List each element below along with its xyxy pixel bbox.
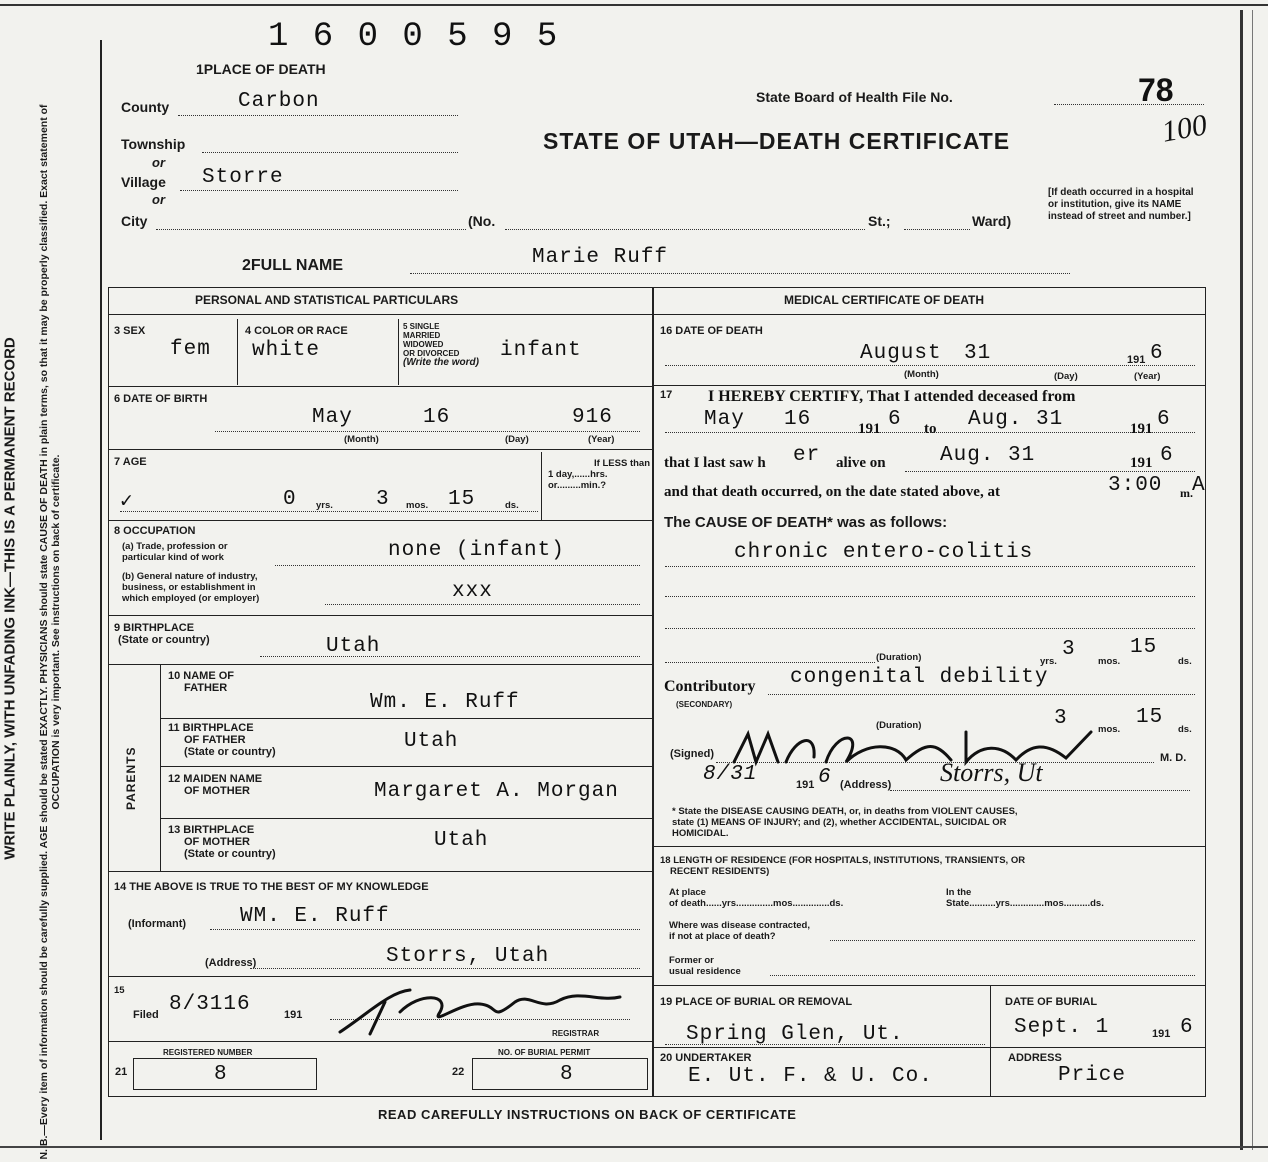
row-line-8 xyxy=(160,818,652,819)
in-state-2: State..........yrs.............mos..........ds. xyxy=(946,898,1104,909)
md-label: M. D. xyxy=(1160,752,1187,764)
or-label-1: or xyxy=(152,155,165,170)
num-17: 17 xyxy=(660,389,673,401)
attended-to-year[interactable]: 6 xyxy=(1157,408,1171,431)
file-handwritten-mark: 100 xyxy=(1159,108,1210,149)
row-line-6 xyxy=(160,718,652,719)
to-label: to xyxy=(924,421,937,437)
last-saw-text: that I last saw h xyxy=(664,455,766,471)
personal-heading: PERSONAL AND STATISTICAL PARTICULARS xyxy=(195,293,459,307)
margin-instructions xyxy=(38,62,62,1162)
time-suffix: m. xyxy=(1180,486,1193,500)
marital-divorced: OR DIVORCED xyxy=(403,349,460,358)
sex-divider xyxy=(237,319,238,385)
full-name-label: 2FULL NAME xyxy=(242,257,344,274)
registrar-label: REGISTRAR xyxy=(552,1029,600,1038)
cause-label: The CAUSE OF DEATH* was as follows: xyxy=(664,514,948,531)
age-days-value[interactable]: 15 xyxy=(448,488,476,511)
informant-line xyxy=(210,929,640,930)
burial-year-prefix: 191 xyxy=(1152,1028,1171,1040)
contracted-line xyxy=(830,940,1195,941)
sex-label: 3 SEX xyxy=(114,325,146,337)
medical-heading-line xyxy=(652,314,1205,315)
cause-line-2 xyxy=(665,596,1195,597)
duration-ds-caption: ds. xyxy=(1178,656,1192,667)
occ-b-line3: which employed (or employer) xyxy=(122,593,260,604)
residence-label xyxy=(660,855,1025,877)
time-meridiem[interactable]: A xyxy=(1192,474,1206,497)
marital-label xyxy=(403,322,479,367)
city-line xyxy=(156,229,466,230)
township-line xyxy=(202,152,458,153)
township-label: Township xyxy=(121,136,186,152)
signed-date[interactable]: 8/31 xyxy=(703,763,758,786)
row-line-3 xyxy=(108,520,652,521)
signed-year[interactable]: 6 xyxy=(818,766,832,789)
note-line-2: state (1) MEANS OF INJURY; and (2), whether ACCIDENTAL, SUICIDAL OR xyxy=(672,817,1007,828)
age-label: 7 AGE xyxy=(114,456,147,468)
father-birthplace-label xyxy=(168,722,276,758)
undertaker-value[interactable]: E. Ut. F. & U. Co. xyxy=(688,1065,933,1088)
no-label: (No. xyxy=(468,213,496,229)
duration-mos-caption-2: mos. xyxy=(1098,724,1121,735)
signed-address-label: (Address) xyxy=(840,779,892,791)
certificate-title: STATE OF UTAH—DEATH CERTIFICATE xyxy=(543,128,1011,154)
dob-month[interactable]: May xyxy=(312,406,353,429)
birthplace-sub: (State or country) xyxy=(118,634,210,646)
top-edge xyxy=(0,4,1268,6)
duration-line xyxy=(665,662,875,663)
place-of-death-heading: 1PLACE OF DEATH xyxy=(196,61,326,77)
reg-number-value[interactable]: 8 xyxy=(214,1063,228,1086)
dod-year-prefix: 191 xyxy=(1127,354,1146,366)
at-place-label xyxy=(669,887,843,909)
undertaker-address-label: ADDRESS xyxy=(1008,1052,1062,1064)
contributory-line xyxy=(768,694,1195,695)
mother-label-2: OF MOTHER xyxy=(184,785,250,797)
duration-months-2[interactable]: 3 xyxy=(1054,707,1068,730)
filed-year: 191 xyxy=(284,1009,303,1021)
med-row-line-3 xyxy=(652,985,1205,986)
city-label: City xyxy=(121,213,148,229)
last-saw-year-prefix: 191 xyxy=(1130,455,1153,471)
burial-permit-value[interactable]: 8 xyxy=(560,1063,574,1086)
mother-birthplace-label xyxy=(168,824,276,860)
informant-address-value[interactable]: Storrs, Utah xyxy=(386,945,550,968)
father-value[interactable]: Wm. E. Ruff xyxy=(370,691,520,714)
cause-line-3 xyxy=(665,628,1195,629)
occ-b-line1: (b) General nature of industry, xyxy=(122,571,258,582)
father-label-1: 10 NAME OF xyxy=(168,670,235,682)
row-line-5 xyxy=(108,664,652,665)
grid-right-line xyxy=(1205,287,1206,1097)
fbirth-label-1: 11 BIRTHPLACE xyxy=(168,722,254,734)
ward-line xyxy=(904,229,970,230)
age-divider xyxy=(541,452,542,520)
marital-widowed: WIDOWED xyxy=(403,340,444,349)
row-line-2 xyxy=(108,449,652,450)
row-line-9 xyxy=(108,871,652,872)
marital-married: MARRIED xyxy=(403,331,441,340)
filed-number: 15 xyxy=(114,985,125,996)
age-yrs-caption: yrs. xyxy=(316,500,333,511)
grid-top-line xyxy=(108,287,1206,288)
reg-number-label: REGISTERED NUMBER xyxy=(163,1048,253,1057)
birthplace-line xyxy=(260,656,640,657)
dod-line xyxy=(665,365,1195,366)
dob-year-caption: (Year) xyxy=(588,434,615,445)
occ-a-line1: (a) Trade, profession or xyxy=(122,541,228,552)
burial-place-label: 19 PLACE OF BURIAL OR REMOVAL xyxy=(660,996,853,1008)
row-line-4 xyxy=(108,615,652,616)
last-saw-year[interactable]: 6 xyxy=(1160,444,1174,467)
burial-year[interactable]: 6 xyxy=(1180,1016,1194,1039)
secondary-label: (SECONDARY) xyxy=(676,700,733,709)
row-line-1 xyxy=(108,386,652,387)
contracted-2: if not at place of death? xyxy=(669,931,776,942)
grid-center-line xyxy=(652,287,654,1097)
informant-heading: 14 THE ABOVE IS TRUE TO THE BEST OF MY KNOWLEDGE xyxy=(114,881,429,893)
duration-label-2: (Duration) xyxy=(876,720,922,731)
dod-month-caption: (Month) xyxy=(904,369,939,380)
occ-a-line2: particular kind of work xyxy=(122,552,224,563)
marital-single: 5 SINGLE xyxy=(403,322,440,331)
burial-place-line xyxy=(665,1044,985,1045)
fbirth-label-2: OF FATHER xyxy=(184,734,246,746)
residence-label-1: 18 LENGTH OF RESIDENCE (FOR HOSPITALS, INSTITUTIONS, TRANSIENTS, OR xyxy=(660,855,1026,866)
right-frame-line xyxy=(1240,10,1243,1150)
burial-place-value[interactable]: Spring Glen, Ut. xyxy=(686,1023,904,1046)
parents-label: PARENTS xyxy=(124,746,138,810)
father-label-2: FATHER xyxy=(184,682,228,694)
former-2: usual residence xyxy=(669,966,741,977)
bottom-edge xyxy=(0,1146,1268,1148)
mother-value[interactable]: Margaret A. Morgan xyxy=(374,780,619,803)
duration-mos-caption: mos. xyxy=(1098,656,1121,667)
med-row-line-2 xyxy=(652,846,1205,847)
burial-date-value[interactable]: Sept. 1 xyxy=(1014,1016,1110,1039)
former-residence-label xyxy=(669,955,741,977)
note-line-3: HOMICIDAL. xyxy=(672,828,729,839)
occupation-a-line xyxy=(275,565,640,566)
attended-from-month[interactable]: May xyxy=(704,408,745,431)
county-value[interactable]: Carbon xyxy=(238,90,320,113)
age-less-3: or.........min.? xyxy=(548,480,607,491)
reg-number-prefix: 21 xyxy=(115,1066,128,1078)
father-label xyxy=(168,670,234,694)
filed-label: Filed xyxy=(133,1009,159,1021)
age-less-2: 1 day,......hrs. xyxy=(548,469,608,480)
serial-number: 1 6 0 0 5 9 5 xyxy=(268,18,560,56)
age-months-value[interactable]: 3 xyxy=(376,488,390,511)
mother-birthplace-value[interactable]: Utah xyxy=(434,829,489,852)
note-line-1: * State the DISEASE CAUSING DEATH, or, in deaths from VIOLENT CAUSES, xyxy=(672,806,1018,817)
file-number-label: State Board of Health File No. xyxy=(756,89,953,105)
mbirth-label-1: 13 BIRTHPLACE xyxy=(168,824,255,836)
contracted-1: Where was disease contracted, xyxy=(669,920,810,931)
informant-value[interactable]: WM. E. Ruff xyxy=(240,905,390,928)
ward-label: Ward) xyxy=(972,213,1012,229)
st-label: St.; xyxy=(868,213,891,229)
footer-instructions: READ CAREFULLY INSTRUCTIONS ON BACK OF CERTIFICATE xyxy=(378,1107,797,1122)
signed-year-prefix: 191 xyxy=(796,779,815,791)
duration-months[interactable]: 3 xyxy=(1062,638,1076,661)
file-number-line xyxy=(1054,104,1204,105)
burial-divider xyxy=(990,985,991,1096)
dod-year-caption: (Year) xyxy=(1134,371,1161,382)
residence-label-2: RECENT RESIDENTS) xyxy=(670,866,770,877)
color-divider xyxy=(398,319,399,385)
occ-b-line2: business, or establishment in xyxy=(122,582,256,593)
alive-on-text: alive on xyxy=(836,455,886,471)
former-1: Former or xyxy=(669,955,714,966)
attended-to-date[interactable]: Aug. 31 xyxy=(968,408,1064,431)
duration-label: (Duration) xyxy=(876,652,922,663)
dod-label: 16 DATE OF DEATH xyxy=(660,325,763,337)
village-value[interactable]: Storre xyxy=(202,166,284,189)
informant-address-line xyxy=(250,968,640,969)
dod-day[interactable]: 31 xyxy=(964,342,992,365)
mother-label xyxy=(168,773,262,797)
age-years-value[interactable]: 0 xyxy=(283,488,297,511)
margin-permanent-record: WRITE PLAINLY, WITH UNFADING INK—THIS IS A PERMANENT RECORD xyxy=(1,337,19,860)
marital-value[interactable]: infant xyxy=(500,339,582,362)
duration-ds-caption-2: ds. xyxy=(1178,724,1192,735)
row-line-11 xyxy=(108,1041,652,1042)
dob-year[interactable]: 916 xyxy=(572,406,613,429)
birthplace-label: 9 BIRTHPLACE xyxy=(114,622,195,634)
cause-of-death[interactable]: chronic entero-colitis xyxy=(734,541,1034,564)
row-line-7 xyxy=(160,766,652,767)
dob-day-caption: (Day) xyxy=(505,434,529,445)
dod-day-caption: (Day) xyxy=(1054,371,1078,382)
contracted-label xyxy=(669,920,810,942)
informant-label: (Informant) xyxy=(128,918,187,930)
county-label: County xyxy=(121,99,170,115)
full-name-line xyxy=(410,273,1070,274)
mother-label-1: 12 MAIDEN NAME xyxy=(168,773,263,785)
row-line-10 xyxy=(108,976,652,977)
physician-signature xyxy=(726,722,1106,780)
sex-value[interactable]: fem xyxy=(170,338,211,361)
medical-heading: MEDICAL CERTIFICATE OF DEATH xyxy=(784,293,984,307)
signed-label: (Signed) xyxy=(670,748,714,760)
or-label-2: or xyxy=(152,192,165,207)
informant-address-label: (Address) xyxy=(205,957,257,969)
cause-line-1 xyxy=(665,566,1195,567)
med-row-line-1 xyxy=(652,385,1205,386)
dod-month[interactable]: August xyxy=(860,342,942,365)
in-state-1: In the xyxy=(946,887,972,898)
at-place-2: of death......yrs..............mos..............ds. xyxy=(669,898,844,909)
burial-permit-prefix: 22 xyxy=(452,1066,465,1078)
med-row-line-4 xyxy=(652,1047,1205,1048)
from-year-prefix: 191 xyxy=(858,421,881,437)
burial-date-label: DATE OF BURIAL xyxy=(1005,996,1098,1008)
mbirth-label-3: (State or country) xyxy=(184,848,276,860)
duration-days[interactable]: 15 xyxy=(1130,636,1158,659)
margin-instructions-text: N. B.—Every item of information should be carefully supplied. AGE should be stated EXACTLY. PHYSICIANS should state CAUSE OF DEATH in plain terms, so that it may be properly classified. Exact statement of OCCUPATION is very important. See instructions on back of certificate. xyxy=(38,104,62,1160)
age-less-label xyxy=(548,458,650,491)
violent-causes-note xyxy=(672,806,1202,839)
dob-label: 6 DATE OF BIRTH xyxy=(114,393,208,405)
occupation-label: 8 OCCUPATION xyxy=(114,525,196,537)
dob-month-caption: (Month) xyxy=(344,434,379,445)
attended-from-day[interactable]: 16 xyxy=(784,408,812,431)
personal-heading-line xyxy=(108,314,652,315)
to-year-prefix: 191 xyxy=(1130,421,1153,437)
last-saw-pronoun[interactable]: er xyxy=(793,444,821,467)
color-label: 4 COLOR OR RACE xyxy=(245,325,348,337)
father-birthplace-value[interactable]: Utah xyxy=(404,730,459,753)
age-line xyxy=(120,511,538,512)
fbirth-label-3: (State or country) xyxy=(184,746,276,758)
physician-address[interactable]: Storrs, Ut xyxy=(940,758,1043,787)
dod-year[interactable]: 6 xyxy=(1150,342,1164,365)
signed-address-line xyxy=(890,790,1190,791)
mbirth-label-2: OF MOTHER xyxy=(184,836,250,848)
hospital-note: [If death occurred in a hospital or institution, give its NAME instead of street and number.] xyxy=(1048,187,1194,222)
age-ds-caption: ds. xyxy=(505,500,519,511)
in-state-label xyxy=(946,887,1104,909)
occupation-b-value[interactable]: xxx xyxy=(452,580,493,603)
contributory-cause[interactable]: congenital debility xyxy=(790,666,1049,689)
attended-from-year[interactable]: 6 xyxy=(888,408,902,431)
full-name-value[interactable]: Marie Ruff xyxy=(532,246,669,269)
street-line xyxy=(505,229,865,230)
undertaker-address-value[interactable]: Price xyxy=(1058,1064,1127,1087)
certify-text: I HEREBY CERTIFY, That I attended deceased from xyxy=(708,388,1076,405)
filed-value[interactable]: 8/3116 xyxy=(169,993,251,1016)
village-line xyxy=(180,190,458,191)
at-place-1: At place xyxy=(669,887,706,898)
age-mos-caption: mos. xyxy=(406,500,429,511)
duration-yrs-caption: yrs. xyxy=(1040,656,1057,667)
undertaker-label: 20 UNDERTAKER xyxy=(660,1052,752,1064)
county-line xyxy=(178,115,458,116)
dob-line xyxy=(215,431,640,432)
file-number-value[interactable]: 78 xyxy=(1138,72,1174,108)
death-occurred-text: and that death occurred, on the date stated above, at xyxy=(664,484,1000,500)
last-saw-date[interactable]: Aug. 31 xyxy=(940,444,1036,467)
burial-permit-label: NO. OF BURIAL PERMIT xyxy=(498,1048,591,1057)
left-frame-line xyxy=(100,40,102,1140)
marital-write: (Write the word) xyxy=(403,357,479,368)
former-residence-line xyxy=(770,975,1195,976)
duration-days-2[interactable]: 15 xyxy=(1136,706,1164,729)
occupation-b-label xyxy=(122,571,259,604)
age-less-1: If LESS than xyxy=(594,458,650,469)
right-edge-line xyxy=(1252,10,1253,1150)
grid-bottom-line xyxy=(108,1096,1206,1097)
time-of-death[interactable]: 3:00 xyxy=(1108,474,1163,497)
age-tick-mark: ✓ xyxy=(120,491,134,514)
dob-day[interactable]: 16 xyxy=(423,406,451,429)
contributory-label: Contributory xyxy=(664,678,756,695)
color-value[interactable]: white xyxy=(252,339,321,362)
birthplace-value[interactable]: Utah xyxy=(326,635,381,658)
occupation-a-label xyxy=(122,541,228,563)
parents-divider xyxy=(160,664,161,871)
occupation-value[interactable]: none (infant) xyxy=(388,539,565,562)
village-label: Village xyxy=(121,174,166,190)
occupation-b-line xyxy=(325,604,640,605)
